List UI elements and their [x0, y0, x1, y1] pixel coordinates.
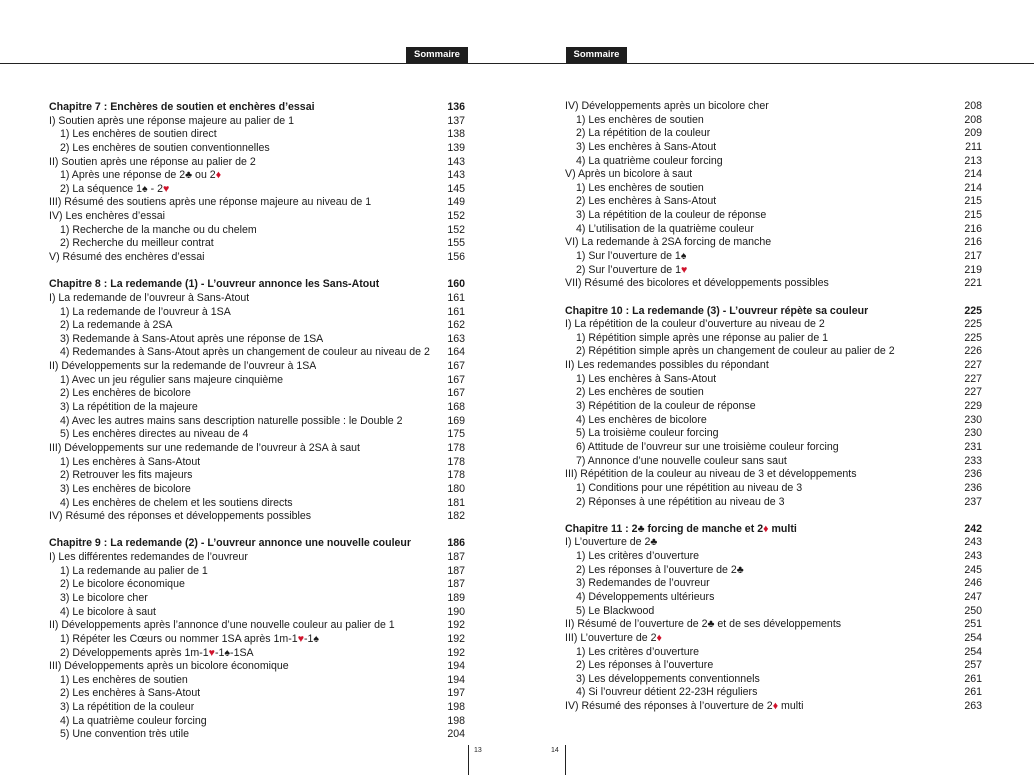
entry-title: III) Développements après un bicolore économique — [49, 660, 289, 673]
entry-page-number: 231 — [964, 440, 982, 453]
entry-page-number: 261 — [964, 686, 982, 699]
toc-entry — [49, 633, 465, 647]
toc-entry — [565, 536, 982, 550]
toc-entry — [49, 142, 465, 156]
entry-title: 2) La séquence 1♠ - 2♥ — [60, 182, 170, 195]
section-tab-right: Sommaire — [566, 47, 627, 63]
entry-page-number: 245 — [964, 563, 982, 576]
entry-title: VII) Résumé des bicolores et développements possibles — [565, 277, 829, 290]
toc-entry — [565, 496, 982, 510]
entry-page-number: 215 — [964, 195, 982, 208]
entry-page-number: 137 — [447, 114, 465, 127]
toc-section — [565, 523, 982, 714]
entry-title: II) Développements sur la redemande de l’ouvreur à 1SA — [49, 360, 317, 373]
entry-title: 1) Conditions pour une répétition au niveau de 3 — [576, 481, 803, 494]
entry-title: Chapitre 11 : 2♣ forcing de manche et 2♦ multi — [565, 522, 797, 535]
entry-page-number: 167 — [447, 373, 465, 386]
toc-entry — [565, 318, 982, 332]
toc-entry — [565, 659, 982, 673]
entry-title: V) Résumé des enchères d’essai — [49, 251, 205, 264]
toc-section — [49, 537, 465, 742]
entry-title: II) Développements après l’annonce d’une nouvelle couleur au palier de 1 — [49, 619, 395, 632]
toc-entry — [49, 292, 465, 306]
toc-entry — [565, 223, 982, 237]
toc-entry — [49, 606, 465, 620]
toc-entry — [49, 428, 465, 442]
gutter-rule-left — [468, 745, 469, 775]
entry-page-number: 216 — [964, 222, 982, 235]
toc-section — [49, 278, 465, 524]
entry-title: 7) Annonce d’une nouvelle couleur sans saut — [576, 454, 787, 467]
toc-entry — [49, 497, 465, 511]
entry-title: 1) Avec un jeu régulier sans majeure cinquième — [60, 373, 283, 386]
toc-left-column — [49, 101, 465, 742]
toc-entry — [565, 114, 982, 128]
entry-page-number: 178 — [447, 441, 465, 454]
toc-entry — [565, 250, 982, 264]
entry-title: 1) Après une réponse de 2♣ ou 2♦ — [60, 169, 222, 182]
toc-entry — [49, 415, 465, 429]
toc-entry — [49, 333, 465, 347]
toc-entry — [565, 550, 982, 564]
entry-page-number: 236 — [964, 481, 982, 494]
toc-entry — [49, 306, 465, 320]
entry-title: 3) La répétition de la majeure — [60, 401, 198, 414]
entry-page-number: 208 — [964, 113, 982, 126]
entry-page-number: 181 — [447, 496, 465, 509]
entry-title: 2) Sur l’ouverture de 1♥ — [576, 263, 688, 276]
entry-page-number: 204 — [447, 728, 465, 741]
toc-entry — [49, 469, 465, 483]
toc-entry — [565, 277, 982, 291]
entry-title: II) Résumé de l’ouverture de 2♣ et de ses développements — [565, 618, 842, 631]
toc-entry — [565, 455, 982, 469]
entry-page-number: 182 — [447, 510, 465, 523]
entry-title: Chapitre 7 : Enchères de soutien et enchères d’essai — [49, 101, 315, 113]
entry-page-number: 192 — [447, 619, 465, 632]
toc-entry — [565, 632, 982, 646]
chapter-heading — [565, 305, 982, 319]
entry-title: 1) Sur l’ouverture de 1♠ — [576, 250, 687, 263]
entry-page-number: 229 — [964, 400, 982, 413]
entry-page-number: 192 — [447, 646, 465, 659]
toc-entry — [565, 605, 982, 619]
entry-page-number: 209 — [964, 127, 982, 140]
entry-page-number: 178 — [447, 469, 465, 482]
entry-title: III) Développements sur une redemande de l’ouvreur à 2SA à saut — [49, 441, 360, 454]
toc-entry — [565, 686, 982, 700]
entry-page-number: 167 — [447, 387, 465, 400]
toc-entry — [49, 196, 465, 210]
entry-title: 3) Redemande à Sans-Atout après une réponse de 1SA — [60, 332, 324, 345]
entry-title: 2) Retrouver les fits majeurs — [60, 469, 193, 482]
toc-entry — [565, 564, 982, 578]
entry-title: III) Répétition de la couleur au niveau de 3 et développements — [565, 468, 857, 481]
entry-title: 3) La répétition de la couleur de réponse — [576, 209, 767, 222]
toc-entry — [565, 209, 982, 223]
entry-title: II) Les redemandes possibles du répondant — [565, 359, 769, 372]
toc-entry — [565, 141, 982, 155]
toc-entry — [49, 169, 465, 183]
entry-page-number: 221 — [964, 277, 982, 290]
entry-page-number: 254 — [964, 645, 982, 658]
toc-entry — [49, 251, 465, 265]
entry-title: 5) Les enchères directes au niveau de 4 — [60, 428, 249, 441]
toc-entry — [565, 359, 982, 373]
toc-entry — [565, 591, 982, 605]
toc-entry — [565, 155, 982, 169]
entry-page-number: 143 — [447, 155, 465, 168]
entry-title: 4) Redemandes à Sans-Atout après un changement de couleur au niveau de 2 — [60, 346, 430, 359]
entry-page-number: 226 — [964, 345, 982, 358]
entry-title: 3) Répétition de la couleur de réponse — [576, 400, 756, 413]
entry-page-number: 230 — [964, 427, 982, 440]
entry-page-number: 198 — [447, 714, 465, 727]
toc-entry — [49, 128, 465, 142]
toc-section — [565, 100, 982, 291]
toc-entry — [49, 687, 465, 701]
entry-title: 5) Le Blackwood — [576, 604, 655, 617]
entry-title: I) La répétition de la couleur d’ouverture au niveau de 2 — [565, 318, 825, 331]
entry-page-number: 149 — [447, 196, 465, 209]
toc-entry — [565, 577, 982, 591]
entry-page-number: 254 — [964, 631, 982, 644]
toc-right-column — [565, 100, 982, 714]
entry-page-number: 236 — [964, 468, 982, 481]
entry-page-number: 192 — [447, 632, 465, 645]
entry-title: 2) Le bicolore économique — [60, 578, 185, 591]
entry-title: Chapitre 8 : La redemande (1) - L’ouvreur annonce les Sans-Atout — [49, 278, 380, 291]
entry-title: III) Résumé des soutiens après une réponse majeure au niveau de 1 — [49, 196, 372, 209]
entry-title: V) Après un bicolore à saut — [565, 168, 693, 181]
entry-page-number: 198 — [447, 701, 465, 714]
toc-entry — [49, 715, 465, 729]
toc-entry — [565, 618, 982, 632]
entry-title: 2) Les enchères de soutien — [576, 386, 704, 399]
toc-entry — [565, 168, 982, 182]
chapter-heading — [49, 101, 465, 115]
entry-page-number: 162 — [447, 319, 465, 332]
entry-title: 1) Les enchères de soutien direct — [60, 128, 217, 141]
entry-page-number: 215 — [964, 209, 982, 222]
entry-page-number: 186 — [447, 537, 465, 550]
toc-entry — [49, 374, 465, 388]
entry-page-number: 217 — [964, 250, 982, 263]
chapter-heading — [49, 537, 465, 551]
toc-section — [565, 305, 982, 510]
entry-title: 3) Le bicolore cher — [60, 591, 148, 604]
entry-page-number: 152 — [447, 223, 465, 236]
entry-page-number: 227 — [964, 359, 982, 372]
entry-page-number: 143 — [447, 169, 465, 182]
entry-page-number: 168 — [447, 401, 465, 414]
toc-entry — [565, 400, 982, 414]
entry-page-number: 136 — [447, 101, 465, 113]
entry-page-number: 230 — [964, 413, 982, 426]
entry-title: 3) Les enchères à Sans-Atout — [576, 140, 717, 153]
entry-title: 1) Les enchères à Sans-Atout — [576, 372, 717, 385]
toc-entry — [565, 264, 982, 278]
entry-title: 1) Les enchères à Sans-Atout — [60, 455, 201, 468]
entry-page-number: 187 — [447, 564, 465, 577]
entry-title: 2) Les enchères de bicolore — [60, 387, 191, 400]
entry-title: VI) La redemande à 2SA forcing de manche — [565, 236, 772, 249]
entry-title: Chapitre 10 : La redemande (3) - L’ouvreur répète sa couleur — [565, 304, 869, 317]
entry-title: I) Soutien après une réponse majeure au palier de 1 — [49, 114, 294, 127]
entry-page-number: 180 — [447, 482, 465, 495]
entry-page-number: 243 — [964, 536, 982, 549]
page-number-left: 13 — [474, 747, 482, 754]
toc-entry — [565, 373, 982, 387]
toc-entry — [49, 115, 465, 129]
gutter-rule-right — [565, 745, 566, 775]
entry-page-number: 213 — [964, 154, 982, 167]
section-tab-left: Sommaire — [406, 47, 468, 63]
toc-entry — [565, 427, 982, 441]
entry-page-number: 211 — [965, 140, 982, 153]
entry-page-number: 243 — [964, 550, 982, 563]
toc-entry — [49, 183, 465, 197]
toc-entry — [49, 319, 465, 333]
entry-page-number: 152 — [447, 210, 465, 223]
toc-entry — [565, 332, 982, 346]
toc-entry — [565, 386, 982, 400]
header-rule — [0, 63, 1034, 64]
entry-title: 2) Les enchères à Sans-Atout — [60, 687, 201, 700]
entry-page-number: 225 — [964, 304, 982, 317]
entry-title: 4) Les enchères de chelem et les soutiens directs — [60, 496, 293, 509]
entry-page-number: 160 — [447, 278, 465, 291]
entry-title: 1) La redemande au palier de 1 — [60, 564, 208, 577]
entry-title: 4) La quatrième couleur forcing — [60, 714, 207, 727]
entry-title: I) Les différentes redemandes de l’ouvreur — [49, 551, 248, 564]
entry-title: 2) La répétition de la couleur — [576, 127, 711, 140]
entry-title: 4) Si l’ouvreur détient 22-23H réguliers — [576, 686, 758, 699]
entry-title: IV) Résumé des réponses et développements possibles — [49, 510, 312, 523]
entry-page-number: 214 — [964, 181, 982, 194]
entry-page-number: 237 — [964, 495, 982, 508]
entry-page-number: 197 — [447, 687, 465, 700]
entry-title: 5) Une convention très utile — [60, 728, 189, 741]
toc-entry — [565, 468, 982, 482]
toc-entry — [49, 401, 465, 415]
toc-entry — [49, 565, 465, 579]
entry-title: 4) Développements ultérieurs — [576, 590, 715, 603]
entry-page-number: 261 — [964, 672, 982, 685]
entry-title: 1) Les critères d’ouverture — [576, 645, 700, 658]
toc-entry — [565, 345, 982, 359]
toc-entry — [565, 236, 982, 250]
entry-page-number: 225 — [964, 318, 982, 331]
toc-entry — [49, 387, 465, 401]
entry-title: 1) Répéter les Cœurs ou nommer 1SA après 1m-1♥-1♠ — [60, 632, 320, 645]
entry-title: 5) La troisième couleur forcing — [576, 427, 719, 440]
entry-page-number: 187 — [447, 551, 465, 564]
page-number-right: 14 — [551, 747, 559, 754]
entry-title: 2) Développements après 1m-1♥-1♠-1SA — [60, 646, 254, 659]
toc-entry — [565, 414, 982, 428]
toc-entry — [49, 578, 465, 592]
toc-entry — [49, 483, 465, 497]
entry-title: 1) Les enchères de soutien — [576, 113, 704, 126]
entry-page-number: 233 — [964, 454, 982, 467]
entry-page-number: 169 — [447, 414, 465, 427]
toc-entry — [565, 646, 982, 660]
entry-page-number: 156 — [447, 251, 465, 264]
toc-entry — [49, 510, 465, 524]
toc-entry — [49, 674, 465, 688]
entry-title: 4) L’utilisation de la quatrième couleur — [576, 222, 754, 235]
entry-title: 3) Les enchères de bicolore — [60, 482, 191, 495]
toc-entry — [565, 195, 982, 209]
entry-title: 2) Recherche du meilleur contrat — [60, 237, 214, 250]
entry-title: 1) La redemande de l’ouvreur à 1SA — [60, 305, 231, 318]
entry-title: 1) Recherche de la manche ou du chelem — [60, 223, 257, 236]
entry-page-number: 164 — [447, 346, 465, 359]
entry-title: IV) Résumé des réponses à l’ouverture de 2♦ multi — [565, 700, 804, 713]
toc-entry — [49, 237, 465, 251]
chapter-heading — [565, 523, 982, 537]
entry-page-number: 227 — [964, 372, 982, 385]
entry-title: I) La redemande de l’ouvreur à Sans-Atout — [49, 291, 250, 304]
entry-page-number: 190 — [447, 605, 465, 618]
entry-title: II) Soutien après une réponse au palier de 2 — [49, 155, 256, 168]
toc-entry — [49, 728, 465, 742]
entry-title: 2) Les réponses à l’ouverture — [576, 659, 714, 672]
entry-page-number: 175 — [447, 428, 465, 441]
toc-entry — [565, 482, 982, 496]
entry-page-number: 250 — [964, 604, 982, 617]
entry-page-number: 189 — [447, 591, 465, 604]
entry-title: IV) Développements après un bicolore cher — [565, 100, 769, 112]
entry-page-number: 178 — [447, 455, 465, 468]
toc-entry — [49, 456, 465, 470]
entry-page-number: 257 — [964, 659, 982, 672]
entry-title: 2) Les réponses à l’ouverture de 2♣ — [576, 563, 744, 576]
entry-title: 2) La redemande à 2SA — [60, 319, 173, 332]
entry-title: 4) Les enchères de bicolore — [576, 413, 707, 426]
entry-title: 2) Répétition simple après un changement de couleur au palier de 2 — [576, 345, 895, 358]
entry-page-number: 161 — [447, 305, 465, 318]
toc-entry — [49, 592, 465, 606]
toc-entry — [565, 441, 982, 455]
entry-page-number: 161 — [447, 291, 465, 304]
entry-title: 4) Le bicolore à saut — [60, 605, 156, 618]
entry-title: III) L’ouverture de 2♦ — [565, 631, 662, 644]
entry-page-number: 208 — [964, 100, 982, 112]
toc-entry — [49, 346, 465, 360]
entry-page-number: 163 — [447, 332, 465, 345]
toc-entry — [49, 647, 465, 661]
entry-title: I) L’ouverture de 2♣ — [565, 536, 658, 549]
toc-entry — [49, 224, 465, 238]
entry-page-number: 187 — [447, 578, 465, 591]
entry-page-number: 225 — [964, 331, 982, 344]
entry-title: 2) Réponses à une répétition au niveau de 3 — [576, 495, 785, 508]
entry-page-number: 247 — [964, 590, 982, 603]
entry-title: 6) Attitude de l’ouvreur sur une troisième couleur forcing — [576, 440, 839, 453]
entry-page-number: 155 — [447, 237, 465, 250]
toc-entry — [49, 660, 465, 674]
toc-entry — [49, 442, 465, 456]
entry-page-number: 138 — [447, 128, 465, 141]
entry-title: 1) Répétition simple après une réponse au palier de 1 — [576, 331, 829, 344]
entry-page-number: 139 — [447, 141, 465, 154]
entry-title: 3) Les développements conventionnels — [576, 672, 760, 685]
entry-title: IV) Les enchères d’essai — [49, 210, 166, 223]
entry-title: 1) Les enchères de soutien — [60, 673, 188, 686]
toc-entry — [565, 100, 982, 114]
entry-title: 1) Les enchères de soutien — [576, 181, 704, 194]
entry-title: 1) Les critères d’ouverture — [576, 550, 700, 563]
toc-entry — [565, 673, 982, 687]
entry-title: Chapitre 9 : La redemande (2) - L’ouvreur annonce une nouvelle couleur — [49, 537, 412, 550]
toc-entry — [565, 182, 982, 196]
entry-page-number: 227 — [964, 386, 982, 399]
toc-entry — [565, 127, 982, 141]
entry-page-number: 246 — [964, 577, 982, 590]
entry-title: 3) Redemandes de l’ouvreur — [576, 577, 710, 590]
entry-page-number: 219 — [964, 263, 982, 276]
entry-page-number: 194 — [447, 660, 465, 673]
toc-entry — [49, 619, 465, 633]
entry-page-number: 263 — [964, 700, 982, 713]
entry-page-number: 242 — [964, 522, 982, 535]
entry-page-number: 251 — [964, 618, 982, 631]
toc-entry — [49, 360, 465, 374]
toc-entry — [49, 156, 465, 170]
chapter-heading — [49, 278, 465, 292]
entry-page-number: 216 — [964, 236, 982, 249]
entry-title: 2) Les enchères à Sans-Atout — [576, 195, 717, 208]
entry-page-number: 145 — [447, 182, 465, 195]
toc-entry — [49, 210, 465, 224]
toc-entry — [49, 701, 465, 715]
entry-title: 3) La répétition de la couleur — [60, 701, 195, 714]
entry-title: 4) La quatrième couleur forcing — [576, 154, 723, 167]
toc-section — [49, 101, 465, 265]
entry-page-number: 167 — [447, 360, 465, 373]
entry-title: 4) Avec les autres mains sans description naturelle possible : le Double 2 — [60, 414, 403, 427]
toc-entry — [49, 551, 465, 565]
entry-page-number: 194 — [447, 673, 465, 686]
entry-title: 2) Les enchères de soutien conventionnelles — [60, 141, 270, 154]
toc-entry — [565, 700, 982, 714]
entry-page-number: 214 — [964, 168, 982, 181]
